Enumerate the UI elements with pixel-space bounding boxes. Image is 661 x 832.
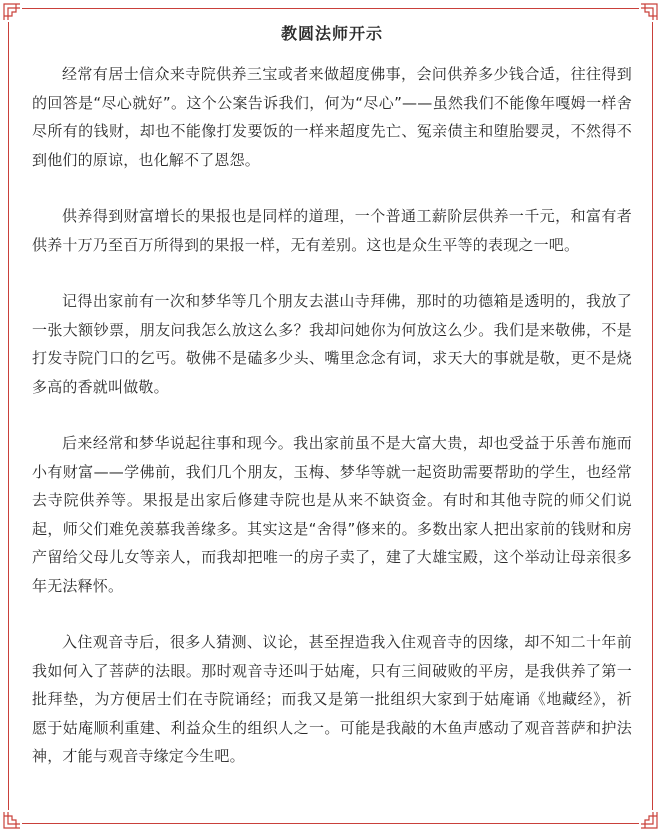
paragraph-1: 经常有居士信众来寺院供养三宝或者来做超度佛事，会问供养多少钱合适，往往得到的回答是“尽心就好”。这个公案告诉我们，何为“尽心”——虽然我们不能像年嘎姆一样舍尽所有的钱财，却也不能像打发要饭的一样来超度先亡、冤亲债主和堕胎婴灵，不然得不到他们的原谅，也化解不了恩怨。 [32, 65, 632, 169]
paragraph-2: 供养得到财富增长的果报也是同样的道理，一个普通工薪阶层供养一千元，和富有者供养十万乃至百万所得到的果报一样，无有差别。这也是众生平等的表现之一吧。 [32, 207, 632, 254]
corner-ornament-top-left-icon [3, 3, 21, 21]
paragraph-3: 记得出家前有一次和梦华等几个朋友去湛山寺拜佛，那时的功德箱是透明的，我放了一张大额钞票，朋友问我怎么放这么多？我却问她你为何放这么少。我们是来敬佛，不是打发寺院门口的乞丐。敬佛不是磕多少头、嘴里念念有词，求天大的事就是敬，更不是烧多高的香就叫做敬。 [32, 292, 632, 396]
paragraph-4: 后来经常和梦华说起往事和现今。我出家前虽不是大富大贵，却也受益于乐善布施而小有财富——学佛前，我们几个朋友，玉梅、梦华等就一起资助需要帮助的学生，也经常去寺院供养等。果报是出家后修建寺院也是从来不缺资金。有时和其他寺院的师父们说起，师父们难免羡慕我善缘多。其实这是“舍得”修来的。多数出家人把出家前的钱财和房产留给父母儿女等亲人，而我却把唯一的房子卖了，建了大雄宝殿，这个举动让母亲很多年无法释怀。 [32, 434, 632, 595]
corner-ornament-top-right-icon [640, 3, 658, 21]
frame-right-line [652, 22, 653, 810]
article-body [32, 14, 632, 824]
article-title: 教圆法师开示 [280, 24, 383, 43]
corner-ornament-bottom-left-icon [3, 811, 21, 829]
frame-top-line [22, 8, 639, 9]
corner-ornament-bottom-right-icon [640, 811, 658, 829]
frame-left-line [8, 22, 9, 810]
paragraph-5: 入住观音寺后，很多人猜测、议论，甚至捏造我入住观音寺的因缘，却不知二十年前我如何入了菩萨的法眼。那时观音寺还叫于姑庵，只有三间破败的平房，是我供养了第一批拜垫，为方便居士们在寺院诵经；而我又是第一批组织大家到于姑庵诵《地藏经》，祈愿于姑庵顺利重建、利益众生的组织人之一。可能是我敲的木鱼声感动了观音菩萨和护法神，才能与观音寺缘定今生吧。 [32, 633, 632, 765]
